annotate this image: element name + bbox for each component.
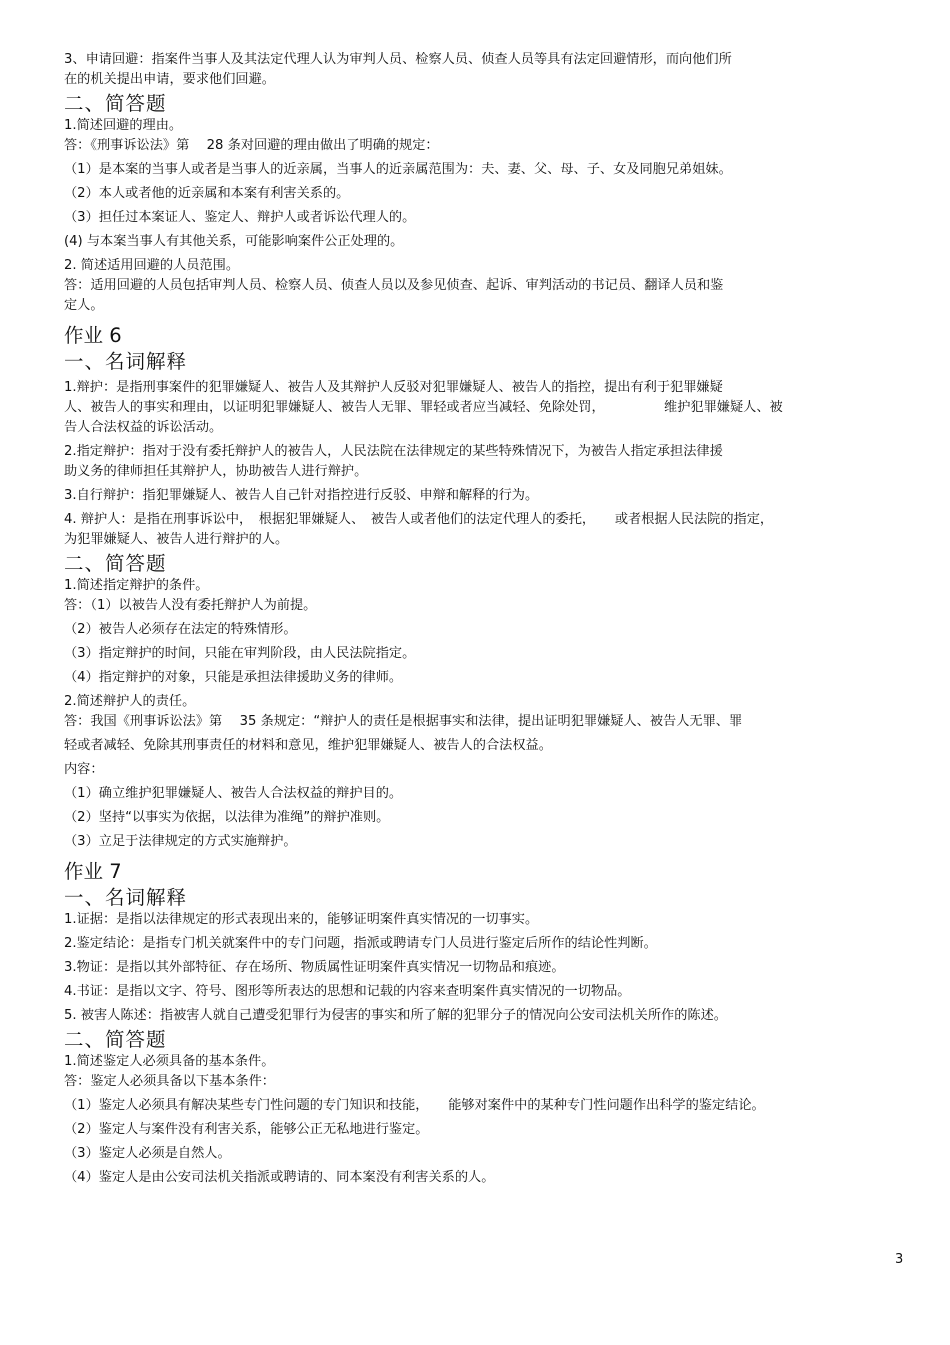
section-heading: 二、简答题 xyxy=(64,1028,167,1051)
text-line: 2.简述辩护人的责任。 xyxy=(64,694,196,709)
text-line: （3）立足于法律规定的方式实施辩护。 xyxy=(64,834,297,849)
text-line: 助义务的律师担任其辩护人，协助被告人进行辩护。 xyxy=(64,464,368,479)
section-heading: 二、简答题 xyxy=(64,552,167,575)
text-line: 答：我国《刑事诉讼法》第 35 条规定：“辩护人的责任是根据事实和法律，提出证明犯罪嫌疑人、被告人无罪、罪 xyxy=(64,714,743,729)
text-line: （3）指定辩护的时间，只能在审判阶段，由人民法院指定。 xyxy=(64,646,416,661)
page-number: 3 xyxy=(895,1252,904,1267)
text-line: 人、被告人的事实和理由，以证明犯罪嫌疑人、被告人无罪、罪轻或者应当减轻、免除处罚， 维护犯罪嫌疑人、被 xyxy=(64,400,783,415)
text-line: 答：鉴定人必须具备以下基本条件： xyxy=(64,1074,275,1089)
text-line: （3）担任过本案证人、鉴定人、辩护人或者诉讼代理人的。 xyxy=(64,210,416,225)
document-body xyxy=(64,50,896,1188)
text-line: （4）鉴定人是由公安司法机关指派或聘请的、同本案没有利害关系的人。 xyxy=(64,1170,495,1185)
text-line: 在的机关提出申请，要求他们回避。 xyxy=(64,72,275,87)
section-heading: 二、简答题 xyxy=(64,92,167,115)
text-line: 1.简述指定辩护的条件。 xyxy=(64,578,209,593)
text-line: 轻或者减轻、免除其刑事责任的材料和意见，维护犯罪嫌疑人、被告人的合法权益。 xyxy=(64,738,552,753)
text-line: 答：适用回避的人员包括审判人员、检察人员、侦查人员以及参见侦查、起诉、审判活动的书记员、翻译人员和鉴 xyxy=(64,278,724,293)
text-line: 为犯罪嫌疑人、被告人进行辩护的人。 xyxy=(64,532,289,547)
text-line: （4）指定辩护的对象，只能是承担法律援助义务的律师。 xyxy=(64,670,403,685)
section-heading: 一、名词解释 xyxy=(64,886,188,909)
assignment-heading: 作业 6 xyxy=(64,324,122,347)
text-line: 4.书证：是指以文字、符号、图形等所表达的思想和记载的内容来查明案件真实情况的一切物品。 xyxy=(64,984,631,999)
text-line: （2）鉴定人与案件没有利害关系，能够公正无私地进行鉴定。 xyxy=(64,1122,429,1137)
text-line: 3.自行辩护：指犯罪嫌疑人、被告人自己针对指控进行反驳、申辩和解释的行为。 xyxy=(64,488,539,503)
text-line: 4. 辩护人：是指在刑事诉讼中， 根据犯罪嫌疑人、 被告人或者他们的法定代理人的委托， 或者根据人民法院的指定， xyxy=(64,512,774,527)
text-line: 2.指定辩护：指对于没有委托辩护人的被告人，人民法院在法律规定的某些特殊情况下，为被告人指定承担法律援 xyxy=(64,444,723,459)
text-line: （2）坚持“以事实为依据，以法律为准绳”的辩护准则。 xyxy=(64,810,390,825)
text-line: 答：《刑事诉讼法》第 28 条对回避的理由做出了明确的规定： xyxy=(64,138,439,153)
text-line: （1）是本案的当事人或者是当事人的近亲属，当事人的近亲属范围为：夫、妻、父、母、子、女及同胞兄弟姐妹。 xyxy=(64,162,732,177)
text-line: （2）被告人必须存在法定的特殊情形。 xyxy=(64,622,297,637)
text-line: 1.证据：是指以法律规定的形式表现出来的，能够证明案件真实情况的一切事实。 xyxy=(64,912,539,927)
text-line: （1）确立维护犯罪嫌疑人、被告人合法权益的辩护目的。 xyxy=(64,786,403,801)
text-line: 5. 被害人陈述：指被害人就自己遭受犯罪行为侵害的事实和所了解的犯罪分子的情况向公安司法机关所作的陈述。 xyxy=(64,1008,727,1023)
text-line: 1.简述回避的理由。 xyxy=(64,118,183,133)
text-line: 告人合法权益的诉讼活动。 xyxy=(64,420,223,435)
text-line: （1）鉴定人必须具有解决某些专门性问题的专门知识和技能， 能够对案件中的某种专门性问题作出科学的鉴定结论。 xyxy=(64,1098,765,1113)
text-line: 1.辩护：是指刑事案件的犯罪嫌疑人、被告人及其辩护人反驳对犯罪嫌疑人、被告人的指控，提出有利于犯罪嫌疑 xyxy=(64,380,723,395)
text-line: 定人。 xyxy=(64,298,104,313)
text-line: 3.物证：是指以其外部特征、存在场所、物质属性证明案件真实情况一切物品和痕迹。 xyxy=(64,960,565,975)
text-line: 答：（1）以被告人没有委托辩护人为前提。 xyxy=(64,598,317,613)
text-line: 3、申请回避：指案件当事人及其法定代理人认为审判人员、检察人员、侦查人员等具有法定回避情形，而向他们所 xyxy=(64,52,732,67)
text-line: 内容： xyxy=(64,762,104,777)
section-heading: 一、名词解释 xyxy=(64,350,188,373)
text-line: (4) 与本案当事人有其他关系，可能影响案件公正处理的。 xyxy=(64,234,404,249)
text-line: 2. 简述适用回避的人员范围。 xyxy=(64,258,240,273)
text-line: （3）鉴定人必须是自然人。 xyxy=(64,1146,231,1161)
text-line: 1.简述鉴定人必须具备的基本条件。 xyxy=(64,1054,275,1069)
text-line: 2.鉴定结论：是指专门机关就案件中的专门问题，指派或聘请专门人员进行鉴定后所作的结论性判断。 xyxy=(64,936,657,951)
text-line: （2）本人或者他的近亲属和本案有利害关系的。 xyxy=(64,186,350,201)
assignment-heading: 作业 7 xyxy=(64,860,122,883)
